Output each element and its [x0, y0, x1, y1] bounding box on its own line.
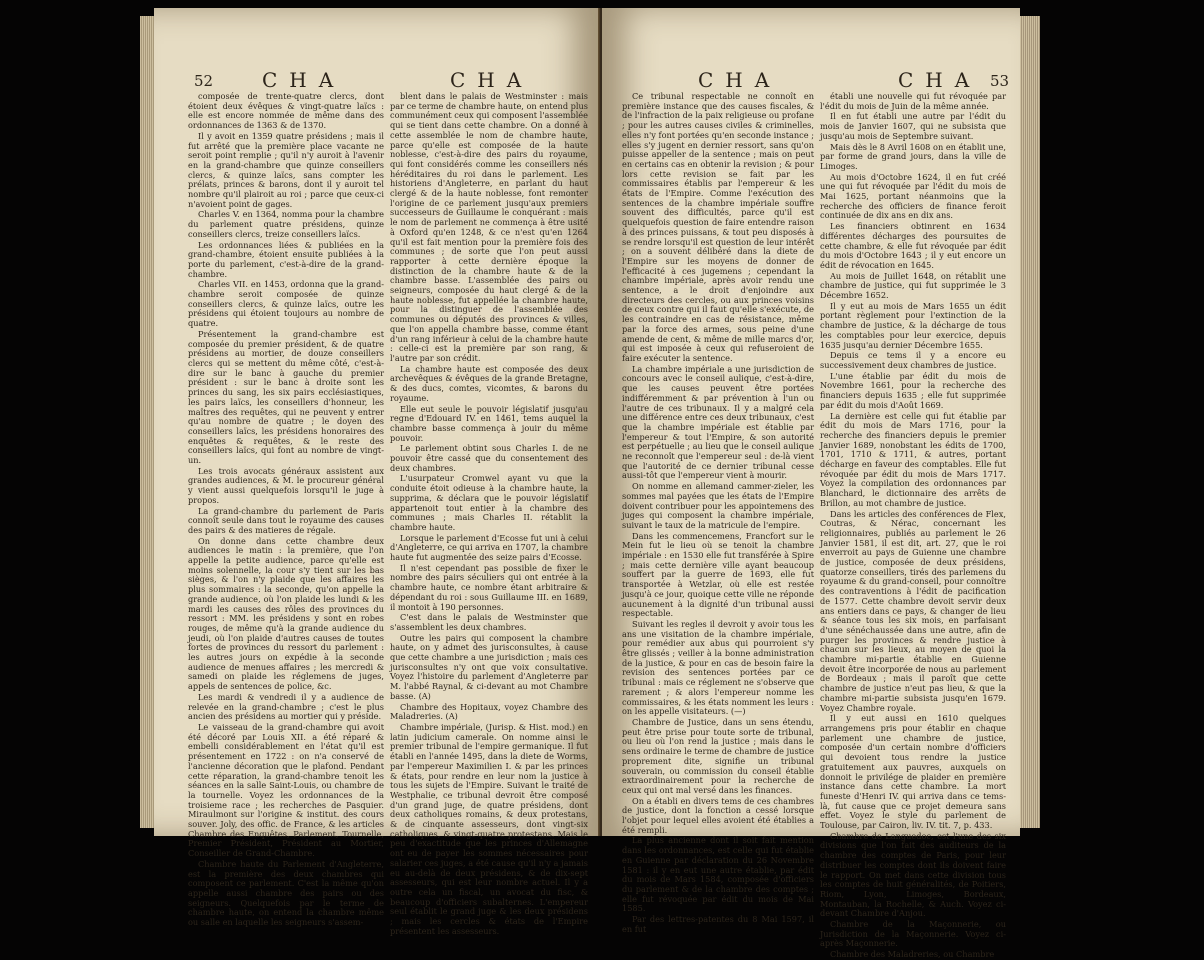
- paragraph: Il y eut au mois de Mars 1655 un édit portant règlement pour l'extinction de la chambre de justice, & la décharge de tous les comptables pour leur exercice, depuis 1635 jusqu'au dernier Décembre 1655.: [820, 300, 1006, 350]
- paragraph: La chambre impériale a une jurisdiction de concours avec le conseil aulique, c'est-à-dire, que les causes peuvent être portées indifféremment & par prévention à l'un ou l'autre de ces tribunaux. Il y a malgré cela une différence entre ces deux tribunaux, c'est que la chambre impériale est établie par l'empereur & tout l'Empire, & son autorité est perpétuelle ; au lieu que le conseil aulique ne reconnoît que l'empereur seul : de-là vient que l'autorité de ce dernier tribunal cesse aussi-tôt que l'empereur vient à mourir.: [622, 363, 814, 481]
- paragraph: Lorsque le parlement d'Ecosse fut uni à celui d'Angleterre, ce qui arriva en 1707, la chambre haute fut augmentée des seize pairs d'Ecosse.: [390, 532, 589, 563]
- paragraph: L'usurpateur Cromwel ayant vu que la conduite étoit odieuse à la chambre haute, la supprima, & déclara que le pouvoir législatif appartenoit tout entier à la chambre des communes ; mais Charles II. rétablit la chambre haute.: [390, 473, 588, 532]
- running-head-left-b: CHA: [450, 68, 534, 92]
- paragraph: Chambre des Maladreries, ou Chambre: [830, 949, 995, 960]
- paragraph: Suivant les regles il devroit y avoir tous les ans une visitation de la chambre impériale, pour remédier aux abus qui pourroient s'y être glissés ; veiller à la bonne administration de la justice, & pour en cas de besoin faire la revision des sentences portées par ce tribunal : mais ce réglement ne s'observe que rarement ; & alors l'empereur nomme les commissaires, & les états nomment les leurs : on les appelle visitateurs. (—): [622, 618, 814, 717]
- paragraph: établi une nouvelle qui fut révoquée par l'édit du mois de Juin de la même année.: [820, 91, 1006, 111]
- paragraph: Les mardi & vendredi il y a audience de relevée en la grand-chambre ; c'est le plus ancien des présidens au mortier qui y préside.: [188, 691, 384, 722]
- paragraph: Chambre de Justice, dans un sens étendu, peut être prise pour toute sorte de tribunal, ou lieu où l'on rend la justice ; mais dans le sens ordinaire le terme de chambre de justice proprement dite, signifie un tribunal souverain, ou commission du conseil établie extraordinairement pour la recherche de ceux qui ont mal versé dans les finances.: [622, 717, 814, 795]
- running-head-right-a: CHA: [698, 68, 782, 92]
- paragraph: Chambre impériale, (Jurisp. & Hist. mod.) en latin judicium camerale. On nomme ainsi le premier tribunal de l'empire germanique. Il fut établi en l'année 1495, dans la diete de Worms, par l'empereur Maximilien I. & par les princes & états, pour rendre en leur nom la justice à tous les sujets de l'Empire. Suivant le traité de Westphalie, ce tribunal devroit être composé d'un grand juge, de quatre présidens, dont deux catholiques romains, & deux protestans, & de cinquante assesseurs, dont vingt-six catholiques, & vingt-quatre protestans. Mais le peu d'exactitude que les princes d'Allemagne ont eu de payer les sommes nécessaires pour salarier ces juges, a été cause qu'il n'y a jamais eu au-delà de deux présidens, & de dix-sept assesseurs, qui est leur nombre actuel. Il y a outre cela un fiscal, un avocat du fisc, & beaucoup d'officiers subalternes. L'empereur seul établit le grand juge & les deux présidens ; mais les cercles & états de l'Empire présentent les assesseurs.: [390, 722, 588, 936]
- paragraph: Il y avoit en 1359 quatre présidens ; mais il fut arrêté que la première place vacante ne seroit point remplie ; qu'il n'y auroit à l'avenir en la grand-chambre que quinze conseillers clercs, & quinze laïcs, sans compter les prélats, princes & barons, dont il y auroit tel nombre qu'il plairoit au roi ; parce que ceux-ci n'avoient point de gages.: [188, 130, 384, 209]
- left-page: [154, 8, 600, 936]
- paragraph: Il y eut aussi en 1610 quelques arrangemens pris pour établir en chaque parlement une chambre de justice, composée d'un certain nombre d'officiers qui devoient tous rendre la justice gratuitement aux pauvres, auxquels on donnoit le privilége de plaider en première instance dans cette chambre. La mort funeste d'Henri IV. qui arriva dans ce tems-là, fut cause que ce projet demeura sans effet. Voyez le style du parlement de Toulouse, par Cairon, liv. IV. tit. 7, p. 433.: [820, 713, 1006, 831]
- paragraph: Ce tribunal respectable ne connoît en première instance que des causes fiscales, & de l'infraction de la paix religieuse ou profane ; pour les autres causes civiles & criminelles, elles n'y font portées qu'en seconde instance ; elles s'y jugent en dernier ressort, sans qu'on puisse appeller de la sentence ; mais on peut en certains cas en obtenir la revision ; & pour lors cette revision se fait par les commissaires établis par l'empereur & les états de l'Empire. Comme l'exécution des sentences de la chambre impériale souffre souvent des difficultés, parce qu'il est quelquefois question de faire entendre raison à des princes puissans, & tout peu disposés à se rendre lorsqu'il est question de leur intérêt ; on a souvent délibéré dans la diete de l'Empire sur les moyens de donner de l'efficacité à ces jugemens ; cependant la chambre impériale, après avoir rendu une sentence, a le droit d'enjoindre aux directeurs des cercles, ou aux princes voisins de ceux contre qui il faut qu'elle s'exécute, de les contraindre en cas de résistance, même par la force des armes, sous peine d'une amende de cent, & même de mille marcs d'or, qui est imposée à ceux qui refuseroient de faire exécuter la sentence.: [622, 91, 814, 363]
- page-number-right: 53: [990, 72, 1010, 90]
- right-column-1: [622, 91, 814, 934]
- paragraph: L'une établie par édit du mois de Novembre 1661, pour la recherche des financiers depuis 1635 ; elle fut supprimée par édit du mois d'Août 1669.: [820, 370, 1006, 410]
- paragraph: La grand-chambre du parlement de Paris connoît seule dans tout le royaume des causes des pairs & des matieres de régale.: [188, 505, 384, 535]
- paragraph: Le parlement obtint sous Charles I. de ne pouvoir être cassé que du consentement des deux chambres.: [390, 443, 588, 473]
- paragraph: blent dans le palais de Westminster : mais par ce terme de chambre haute, on entend plus communément ceux qui composent l'assemblée qui se tient dans cette chambre. On a donné à cette assemblée le nom de chambre haute, parce qu'elle est composée de la haute noblesse, c'est-à-dire des pairs du royaume, qui font considérés comme les conseillers nés héréditaires du roi dans le parlement. Les historiens d'Angleterre, en parlant du haut clergé & de la haute noblesse, font remonter l'origine de ce parlement jusqu'aux premiers successeurs de Guillaume le conquérant : mais le nom de parlement ne commença à être usité à Oxford qu'en 1248, & ce n'est qu'en 1264 qu'il est fait mention pour la première fois des communes ; de sorte que l'on peut aussi rapporter à cette dernière époque la distinction de la chambre haute & de la chambre basse. L'assemblée des pairs ou seigneurs, composée du haut clergé & de la haute noblesse, fut appellée la chambre haute, pour la distinguer de l'assemblée des communes ou députés des provinces & villes, que l'on appella chambre basse, comme étant d'un rang inférieur à celui de la chambre haute : celle-ci est la première par son rang, & l'autre par son crédit.: [390, 91, 589, 363]
- paragraph: Il en fut établi une autre par l'édit du mois de Janvier 1607, qui ne subsista que jusqu'au mois de Septembre suivant.: [820, 111, 1006, 141]
- paragraph: Il n'est cependant pas possible de fixer le nombre des pairs séculiers qui ont entrée à la chambre haute, ce nombre étant arbitraire & dépendant du roi : sous Guillaume III. en 1689, il montoit à 190 personnes.: [390, 562, 588, 612]
- paragraph: Elle eut seule le pouvoir législatif jusqu'au regne d'Edouard IV. en 1461, tems auquel la chambre basse commença à jouir du même pouvoir.: [390, 403, 588, 443]
- paragraph: On a établi en divers tems de ces chambres de justice, dont la fonction a cessé lorsque l'objet pour lequel elles avoient été établies a été rempli.: [622, 795, 814, 835]
- paragraph: Par des lettres-patentes du 8 Mai 1597, il en fut: [622, 914, 814, 934]
- paragraph: Les ordonnances liées & publiées en la grand-chambre, étoient ensuite publiées à la porte du parlement, c'est-à-dire de la grand-chambre.: [188, 239, 384, 279]
- paragraph: Le vaisseau de la grand-chambre qui avoit été décoré par Louis XII. a été réparé & embelli considérablement en l'état qu'il est présentement en 1722 : on n'a conservé de l'ancienne décoration que le plafond. Pendant cette réparation, la grand-chambre tenoit les séances en la salle Saint-Louis, ou chambre de la tournelle. Voyez les ordonnances de la troisieme race ; les recherches de Pasquier. Miraulmont sur l'origine & institut. des cours souver. Joly, des offic. de France, & les articles Chambre des Enquêtes, Parlement, Tournelle, Premier Président, Président au Mortier, Conseiller de Grand-Chambre.: [188, 722, 384, 859]
- running-head-left-a: CHA: [262, 68, 346, 92]
- paragraph: Au mois de Juillet 1648, on rétablit une chambre de justice, qui fut supprimée le 3 Décembre 1652.: [820, 270, 1006, 301]
- paragraph: La chambre haute est composée des deux archevêques & évêques de la grande Bretagne, & des ducs, comtes, vicomtes, & barons du royaume.: [390, 363, 588, 403]
- paragraph: Chambre haute du Parlement d'Angleterre, est la première des deux chambres qui composent ce parlement. C'est la même qu'on appelle aussi chambre des pairs ou des seigneurs. Quelquefois par le terme de chambre haute, on entend la chambre même ou salle en laquelle les seigneurs s'assem-: [188, 858, 384, 928]
- paragraph: La plus ancienne dont il soit fait mention dans les ordonnances, est celle qui fut établie en Guienne par déclaration du 26 Novembre 1581 : il y en eut une autre établie, par édit du mois de Mars 1584, composée d'officiers du parlement & de la chambre des comptes ; elle fut révoquée par édit du mois de Mai 1585.: [622, 835, 814, 914]
- paragraph: composée de trente-quatre clercs, dont étoient deux évêques & vingt-quatre laïcs : elle est encore nommée de même dans des ordonnances de 1363 & de 1370.: [188, 91, 384, 131]
- paragraph: Mais dès le 8 Avril 1608 on en établit une, par forme de grand jours, dans la ville de Limoges.: [820, 141, 1006, 171]
- right-column-2: [820, 91, 1006, 960]
- paragraph: Dans les articles des conférences de Flex, Coutras, & Nérac, concernant les religionnaires, publiés au parlement le 26 Janvier 1581, il est dit, art. 27, que le roi enverroit au pays de Guienne une chambre de justice, composée de deux présidens, quatorze conseillers, tirés des parlemens du royaume & du grand-conseil, pour connoître des contraventions à l'édit de pacification de 1577. Cette chambre devoit servir deux ans entiers dans ce pays, & changer de lieu & séance tous les six mois, en parfaisant d'une sénéchaussée dans une autre, afin de purger les provinces & rendre justice à chacun sur les lieux, au moyen de quoi la chambre mi-partie établie en Guienne devoit être incorporée de nous au parlement de Bordeaux ; mais il paroît que cette chambre de justice n'eut pas lieu, & que la chambre mi-partie subsista jusqu'en 1679. Voyez Chambre royale.: [820, 508, 1006, 713]
- paragraph: Les financiers obtinrent en 1634 différentes décharges des poursuites de cette chambre, & elle fut révoquée par édit du mois d'Octobre 1643 ; il y eut encore un édit de révocation en 1645.: [820, 221, 1006, 270]
- paragraph: On nomme en allemand cammer-zieler, les sommes mal payées que les états de l'Empire doivent contribuer pour les appointemens des juges qui composent la chambre impériale, suivant le taux de la matricule de l'empire.: [622, 481, 814, 530]
- paragraph: Charles VII. en 1453, ordonna que la grand-chambre seroit composée de quinze conseillers clercs, & quinze laïcs, outre les présidens qui étoient toujours au nombre de quatre.: [188, 279, 384, 329]
- paragraph: La dernière est celle qui fut établie par édit du mois de Mars 1716, pour la recherche des financiers depuis le premier Janvier 1689, nonobstant les édits de 1700, 1701, 1710 & 1711, & autres, portant décharge en faveur des comptables. Elle fut révoquée par édit du mois de Mars 1717. Voyez la compilation des ordonnances par Blanchard, le dictionnaire des arrêts de Brillon, au mot chambre de justice.: [820, 410, 1006, 508]
- right-page-edges: [1018, 16, 1040, 828]
- paragraph: Charles V. en 1364, nomma pour la chambre du parlement quatre présidens, quinze conseillers clercs, treize conseillers laïcs.: [188, 209, 384, 239]
- page-number-left: 52: [194, 72, 214, 90]
- paragraph: Depuis ce tems il y a encore eu successivement deux chambres de justice.: [820, 350, 1006, 370]
- paragraph: C'est dans le palais de Westminster que s'assemblent les deux chambres.: [390, 612, 588, 632]
- paragraph: On donne dans cette chambre deux audiences le matin : la première, que l'on appelle la petite audience, parce qu'elle est moins solennelle, la cour s'y tient sur les bas sièges, & l'on n'y plaide que les affaires les plus sommaires : la seconde, qu'on appelle la grande audience, où l'on plaide les lundi & les mardi les causes des rôles des provinces du ressort : MM. les présidens y sont en robes rouges, de même qu'à la grande audience du jeudi, où l'on plaide d'autres causes de toutes fortes de provinces du ressort du parlement : les autres jours on expédie à la seconde audience de menues affaires ; les mercredi & samedi on plaide les réglemens de juges, appels de sentences de police, &c.: [188, 535, 384, 692]
- paragraph: Présentement la grand-chambre est composée du premier président, & de quatre présidens au mortier, de douze conseillers clercs qui se mettent du même côté, c'est-à-dire sur le banc à gauche du premier président : sur le banc à droite sont les princes du sang, les six pairs ecclésiastiques, les pairs laïcs, les conseillers d'honneur, les maîtres des requêtes, qui ne peuvent y entrer qu'au nombre de quatre ; le doyen des conseillers laïcs, les présidens honoraires des enquêtes & requêtes, & le reste des conseillers laïcs, qui font au nombre de vingt-un.: [188, 328, 384, 466]
- paragraph: Chambre des Hopitaux, voyez Chambre des Maladreries. (A): [390, 701, 588, 722]
- paragraph: Chambre de la Maçonnerie, ou Jurisdiction de la Maçonnerie. Voyez ci-après Maçonnerie.: [820, 919, 1006, 949]
- paragraph: Dans les commencemens, Francfort sur le Mein fut le lieu où se tenoit la chambre impériale : en 1530 elle fut transférée à Spire ; mais cette dernière ville ayant beaucoup souffert par la guerre de 1693, elle fut transportée à Wetzlar, où elle est restée jusqu'à ce jour, quoique cette ville ne réponde aucunement à la dignité d'un tribunal aussi respectable.: [622, 530, 814, 619]
- right-page: [602, 8, 1020, 960]
- left-column-2: [390, 91, 589, 936]
- left-column-1: [188, 91, 384, 928]
- paragraph: Les trois avocats généraux assistent aux grandes audiences, & M. le procureur général y vient aussi quelquefois lorsqu'il le juge à propos.: [188, 465, 384, 505]
- paragraph: Au mois d'Octobre 1624, il en fut créé une qui fut révoquée par l'édit du mois de Mai 1625, portant néanmoins que la recherche des officiers de finance feroit continuée de dix ans en dix ans.: [820, 171, 1006, 221]
- paragraph: Outre les pairs qui composent la chambre haute, on y admet des jurisconsultes, à cause que cette chambre a une jurisdiction ; mais ces jurisconsultes n'y ont que voix consultative. Voyez l'histoire du parlement d'Angleterre par M. l'abbé Raynal, & ci-devant au mot Chambre basse. (A): [390, 632, 588, 701]
- running-head-right-b: CHA: [898, 68, 982, 92]
- paragraph: Chambre de Languedoc, est l'une des six divisions que l'on fait des auditeurs de la chambre des comptes de Paris, pour leur distribuer les comptes dont ils doivent faire le rapport. On met dans cette division tous les comptes de huit généralités, de Poitiers, Riom, Lyon, Limoges, Bordeaux, Montauban, la Rochelle, & Auch. Voyez ci-devant Chambre d'Anjou.: [820, 830, 1006, 919]
